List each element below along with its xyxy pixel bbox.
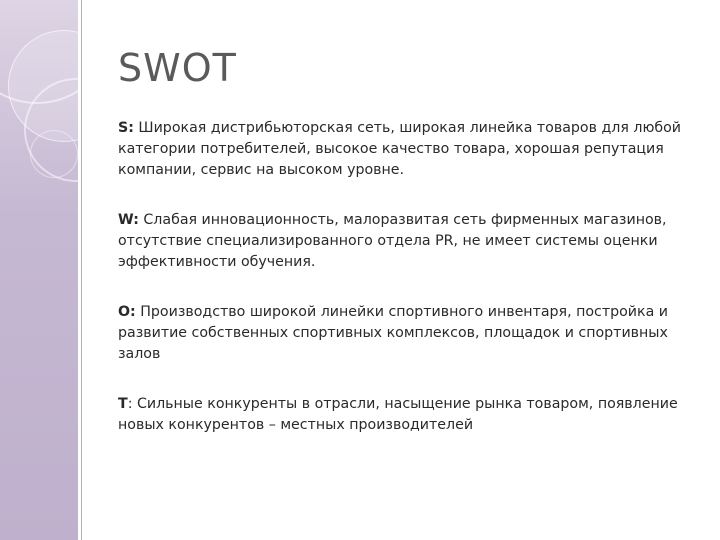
- item-key: S:: [118, 120, 134, 136]
- item-text: Производство широкой линейки спортивного инвентаря, постройка и развитие собственных спортивных комплексов, площадок и спортивных залов: [118, 304, 669, 362]
- item-text: Слабая инновационность, малоразвитая сеть фирменных магазинов, отсутствие специализированного отдела PR, не имеет системы оценки эффективности обучения.: [118, 212, 667, 270]
- item-key: O:: [118, 304, 136, 320]
- item-text: : Сильные конкуренты в отрасли, насыщение рынка товаром, появление новых конкурентов – местных производителей: [118, 396, 678, 433]
- decorative-sidebar: [0, 0, 78, 540]
- decorative-circle: [30, 130, 78, 178]
- swot-item-opportunities: [118, 302, 703, 365]
- swot-item-threats: [118, 394, 703, 436]
- swot-item-weaknesses: [118, 210, 703, 273]
- sidebar-divider-line: [81, 0, 82, 540]
- swot-item-strengths: [118, 118, 703, 181]
- item-text: Широкая дистрибьюторская сеть, широкая линейка товаров для любой категории потребителей, высокое качество товара, хорошая репутация компании, сервис на высоком уровне.: [118, 120, 682, 178]
- item-key: W:: [118, 212, 139, 228]
- item-key: T: [118, 396, 128, 412]
- slide-title: SWOT: [118, 46, 237, 90]
- slide-content: [118, 118, 703, 465]
